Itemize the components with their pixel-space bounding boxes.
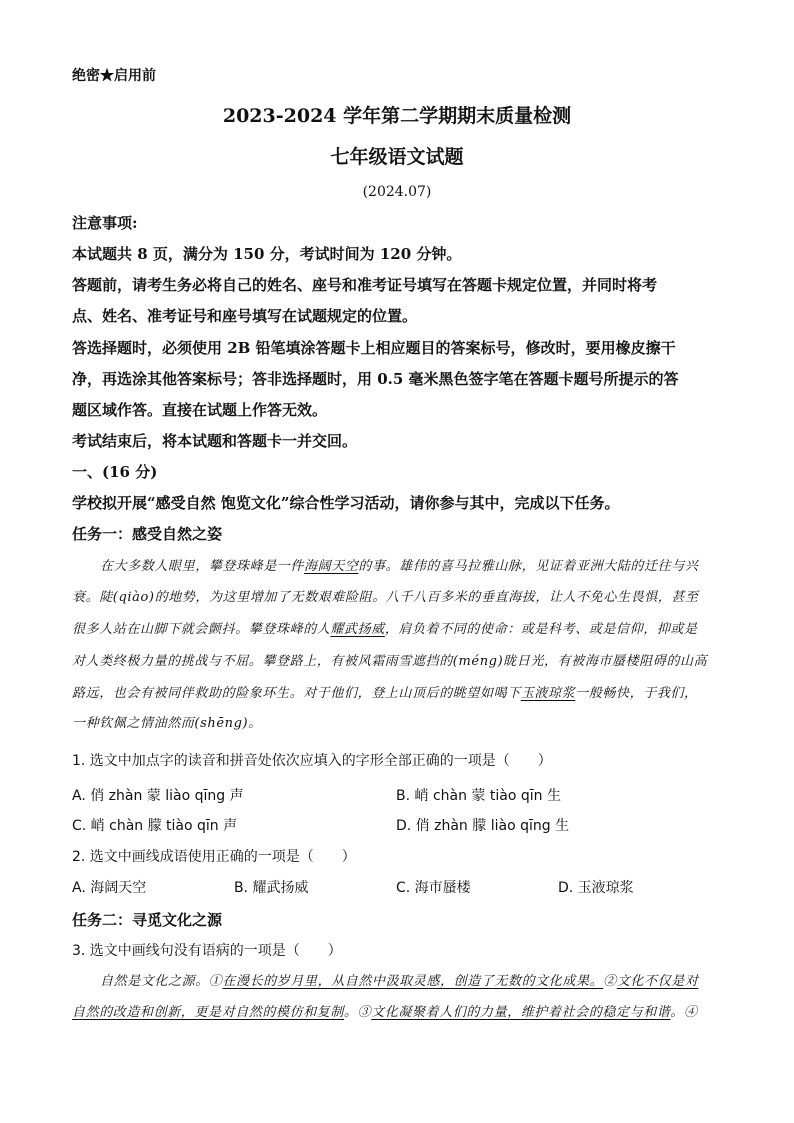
task1-heading: 任务一：感受自然之姿 [72, 525, 223, 543]
underlined-sentence-2: 文化不仅是对 [616, 974, 699, 989]
passage1-line-5: 路远，也会有被同伴救助的险象环生。对于他们，登上山顶后的眺望如喝下玉液琼浆一般畅快，于我们， [72, 686, 698, 701]
q2-option-b: B. 耀武扬威 [234, 880, 309, 896]
passage1-line-1: 在大多数人眼里，攀登珠峰是一件海阔天空的事。雄伟的喜马拉雅山脉，见证着亚洲大陆的迁往与兴 [100, 559, 699, 574]
underlined-idiom-4: 玉液琼浆 [520, 686, 576, 701]
q2-stem: 2. 选文中画线成语使用正确的一项是（ ） [72, 849, 356, 865]
note-line-7: 考试结束后，将本试题和答题卡一并交回。 [72, 432, 358, 450]
note-line-3: 点、姓名、准考证号和座号填写在试题规定的位置。 [72, 307, 418, 325]
q1-option-a: A. 俏 zhàn 蒙 liào qīng 声 [72, 788, 244, 804]
underlined-idiom-1: 海阔天空 [304, 559, 359, 574]
note-line-6: 题区域作答。直接在试题上作答无效。 [72, 401, 328, 419]
q1-stem: 1. 选文中加点字的读音和拼音处依次应填入的字形全部正确的一项是（ ） [72, 753, 552, 769]
passage1-line-6: 一种钦佩之情油然而(shēng)。 [72, 716, 262, 731]
q1-option-b: B. 峭 chàn 蒙 tiào qīn 生 [396, 788, 561, 804]
underlined-sentence-3: 文化凝聚着人们的力量，维护着社会的稳定与和谐 [371, 1005, 671, 1020]
notes-heading: 注意事项: [72, 214, 138, 232]
note-line-5: 净，再选涂其他答案标号；答非选择题时，用 0.5 毫米黑色签字笔在答题卡题号所提示的答 [72, 370, 679, 388]
note-line-2: 答题前，请考生务必将自己的姓名、座号和准考证号填写在答题卡规定位置，并同时将考 [72, 276, 658, 294]
passage1-line-4: 对人类终极力量的挑战与不屈。攀登路上，有被风霜雨雪遮挡的(méng)眬日光，有被海市蜃楼阻碍的山高 [72, 654, 708, 669]
exam-subtitle: 七年级语文试题 [330, 146, 464, 168]
q2-option-a: A. 海阔天空 [72, 880, 147, 896]
passage1-line-3: 很多人站在山脚下就会颤抖。攀登珠峰的人耀武扬威，肩负着不同的使命：或是科考、或是信仰，抑或是 [72, 622, 698, 637]
note-line-1: 本试题共 8 页，满分为 150 分，考试时间为 120 分钟。 [72, 245, 462, 263]
passage2-line-1: 自然是文化之源。①在漫长的岁月里，从自然中汲取灵感，创造了无数的文化成果。②文化不仅是对 [100, 974, 699, 989]
passage2-line-2: 自然的改造和创新，更是对自然的模仿和复制。③文化凝聚着人们的力量，维护着社会的稳定与和谐。④ [72, 1005, 698, 1020]
q2-option-c: C. 海市蜃楼 [396, 880, 471, 896]
secret-mark: 绝密★启用前 [72, 68, 156, 84]
q1-option-c: C. 峭 chàn 朦 tiào qīn 声 [72, 818, 238, 834]
section-intro: 学校拟开展“感受自然 饱览文化”综合性学习活动，请你参与其中，完成以下任务。 [72, 494, 620, 512]
underlined-idiom-2: 耀武扬威 [330, 622, 385, 637]
passage1-line-2: 衰。陡(qiào)的地势，为这里增加了无数艰难险阻。八千八百多米的垂直海拔，让人不免心生畏惧，甚至 [72, 590, 699, 605]
q1-option-d: D. 俏 zhàn 朦 liào qīng 生 [396, 818, 570, 834]
note-line-4: 答选择题时，必须使用 2B 铅笔填涂答题卡上相应题目的答案标号，修改时，要用橡皮擦干 [72, 339, 676, 357]
q3-stem: 3. 选文中画线句没有语病的一项是（ ） [72, 943, 342, 959]
task2-heading: 任务二：寻觅文化之源 [72, 911, 223, 929]
underlined-sentence-1: 在漫长的岁月里，从自然中汲取灵感，创造了无数的文化成果。 [222, 974, 604, 989]
exam-date: (2024.07) [362, 184, 432, 200]
exam-title: 2023-2024 学年第二学期期末质量检测 [222, 105, 572, 127]
q2-option-d: D. 玉液琼浆 [558, 880, 634, 896]
section-heading: 一、(16 分) [72, 463, 158, 481]
underlined-sentence-2-cont: 自然的改造和创新，更是对自然的模仿和复制 [72, 1005, 345, 1020]
